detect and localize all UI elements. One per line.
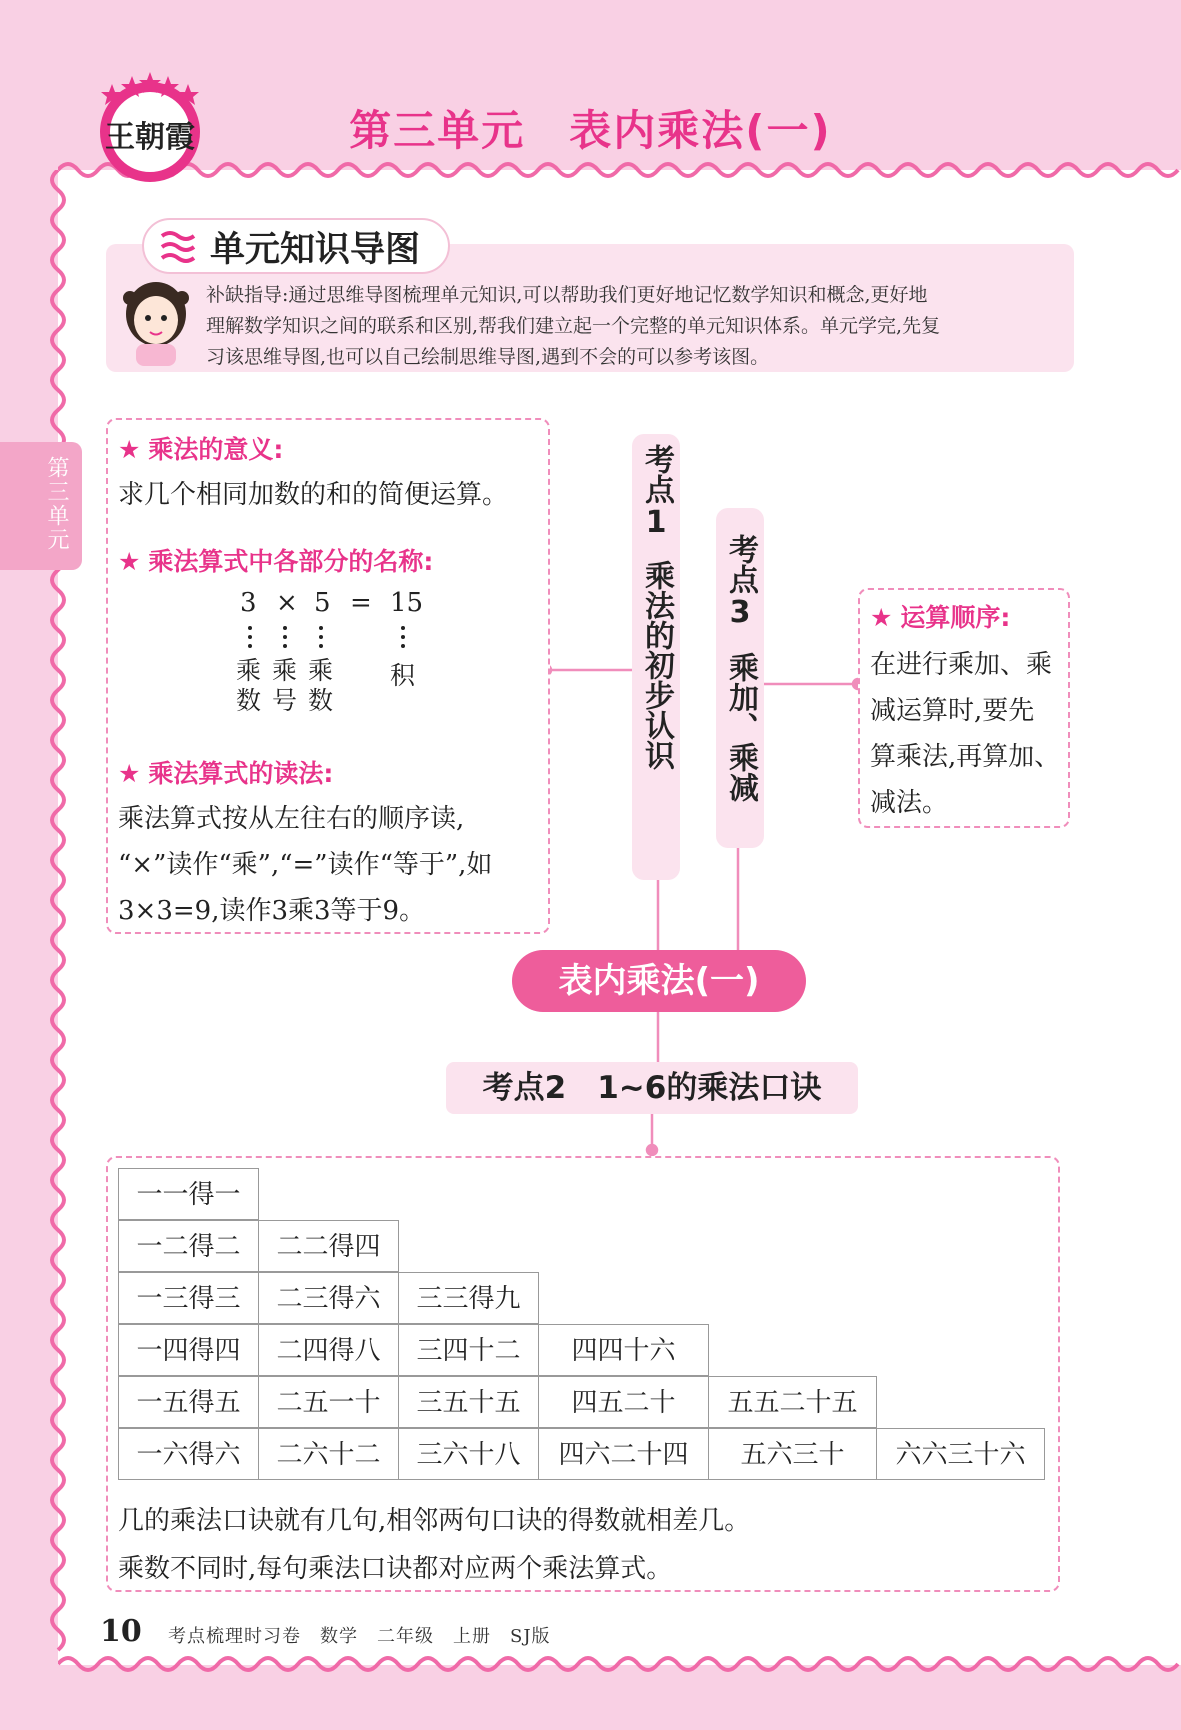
reading-heading-text: 乘法算式的读法:: [148, 759, 334, 788]
table-cell: 三六十八: [398, 1428, 539, 1480]
table-cell: 四六二十四: [538, 1428, 709, 1480]
part-label-a: 乘数: [236, 656, 262, 715]
tip-line: 理解数学知识之间的联系和区别,帮我们建立起一个完整的单元知识体系。单元学完,先复: [206, 315, 941, 337]
concept-3-pill: [716, 508, 764, 848]
concept-1-label-text: 考点: [639, 444, 674, 504]
table-cell: 四五二十: [538, 1376, 709, 1428]
reading-heading: [118, 754, 333, 790]
page-title: 第三单元 表内乘法(一): [349, 106, 832, 155]
table-note: 几的乘法口诀就有几句,相邻两句口诀的得数就相差几。: [118, 1506, 751, 1536]
table-note: 乘数不同时,每句乘法口诀都对应两个乘法算式。: [118, 1554, 673, 1584]
order-line: 算乘法,再算加、: [870, 742, 1061, 772]
table-cell: 二五一十: [258, 1376, 399, 1428]
parts-heading: [118, 542, 433, 578]
table-cell: 二六十二: [258, 1428, 399, 1480]
table-cell: 二四得八: [258, 1324, 399, 1376]
logo-text: 王朝霞: [105, 120, 195, 155]
meaning-heading: [118, 430, 283, 466]
page-number: 10: [100, 1614, 142, 1649]
concept-3-number: 3: [729, 595, 751, 630]
reading-line: 乘法算式按从左往右的顺序读,: [118, 804, 465, 834]
concept-3-title: 乘加、乘减: [723, 652, 758, 802]
concept-1-pill: [632, 434, 680, 880]
concept-1-number: 1: [645, 505, 667, 540]
tip-line: 习该思维导图,也可以自己绘制思维导图,遇到不会的可以参考该图。: [206, 346, 770, 368]
concept-1-label: [632, 444, 680, 770]
side-tab-label: 第三单元: [44, 456, 69, 552]
unit-topic-pill: 表内乘法(一): [512, 950, 806, 1012]
formula-op: ×: [276, 588, 298, 618]
footer-text: 考点梳理时习卷 数学 二年级 上册 SJ版: [168, 1626, 551, 1647]
table-cell: 一六得六: [118, 1428, 259, 1480]
concept-1-title: 乘法的初步认识: [639, 560, 674, 770]
part-label-c: 积: [390, 661, 416, 690]
order-line: 在进行乘加、乘: [870, 650, 1053, 680]
star-icon: ★: [870, 603, 893, 632]
table-cell: 三四十二: [398, 1324, 539, 1376]
table-cell: 五六三十: [708, 1428, 877, 1480]
table-cell: 六六三十六: [876, 1428, 1045, 1480]
formula-b: 5: [314, 588, 331, 618]
table-cell: 一三得三: [118, 1272, 259, 1324]
table-cell: 三五十五: [398, 1376, 539, 1428]
formula-eq: =: [350, 588, 372, 618]
part-label-b: 乘数: [308, 656, 334, 715]
formula-c: 15: [390, 588, 424, 618]
meaning-text: 求几个相同加数的和的简便运算。: [118, 480, 509, 510]
parts-heading-text: 乘法算式中各部分的名称:: [148, 547, 434, 576]
table-cell: 二二得四: [258, 1220, 399, 1272]
order-line: 减运算时,要先: [870, 696, 1035, 726]
reading-line: “×”读作“乘”,“=”读作“等于”,如: [118, 850, 493, 880]
concept-2-pill: 考点2 1~6的乘法口诀: [446, 1062, 858, 1114]
order-line: 减法。: [870, 788, 949, 818]
section-title: 单元知识导图: [210, 230, 421, 270]
table-cell: 三三得九: [398, 1272, 539, 1324]
meaning-heading-text: 乘法的意义:: [148, 435, 284, 464]
table-cell: 一一得一: [118, 1168, 259, 1220]
table-cell: 四四十六: [538, 1324, 709, 1376]
order-heading-text: 运算顺序:: [900, 603, 1011, 632]
dotted-pointers: [240, 624, 420, 652]
star-icon: ★: [118, 759, 141, 788]
tip-line: 补缺指导:通过思维导图梳理单元知识,可以帮助我们更好地记忆数学知识和概念,更好地: [206, 284, 928, 306]
table-cell: 二三得六: [258, 1272, 399, 1324]
concept-3-label: [716, 534, 764, 802]
reading-line: 3×3=9,读作3乘3等于9。: [118, 896, 426, 926]
concept-3-label-text: 考点: [723, 534, 758, 594]
formula-a: 3: [240, 588, 257, 618]
table-cell: 一二得二: [118, 1220, 259, 1272]
star-icon: ★: [118, 547, 141, 576]
table-cell: 一五得五: [118, 1376, 259, 1428]
table-cell: 五五二十五: [708, 1376, 877, 1428]
order-heading: [870, 598, 1010, 634]
star-icon: ★: [118, 435, 141, 464]
part-label-op: 乘号: [272, 656, 298, 715]
table-cell: 一四得四: [118, 1324, 259, 1376]
